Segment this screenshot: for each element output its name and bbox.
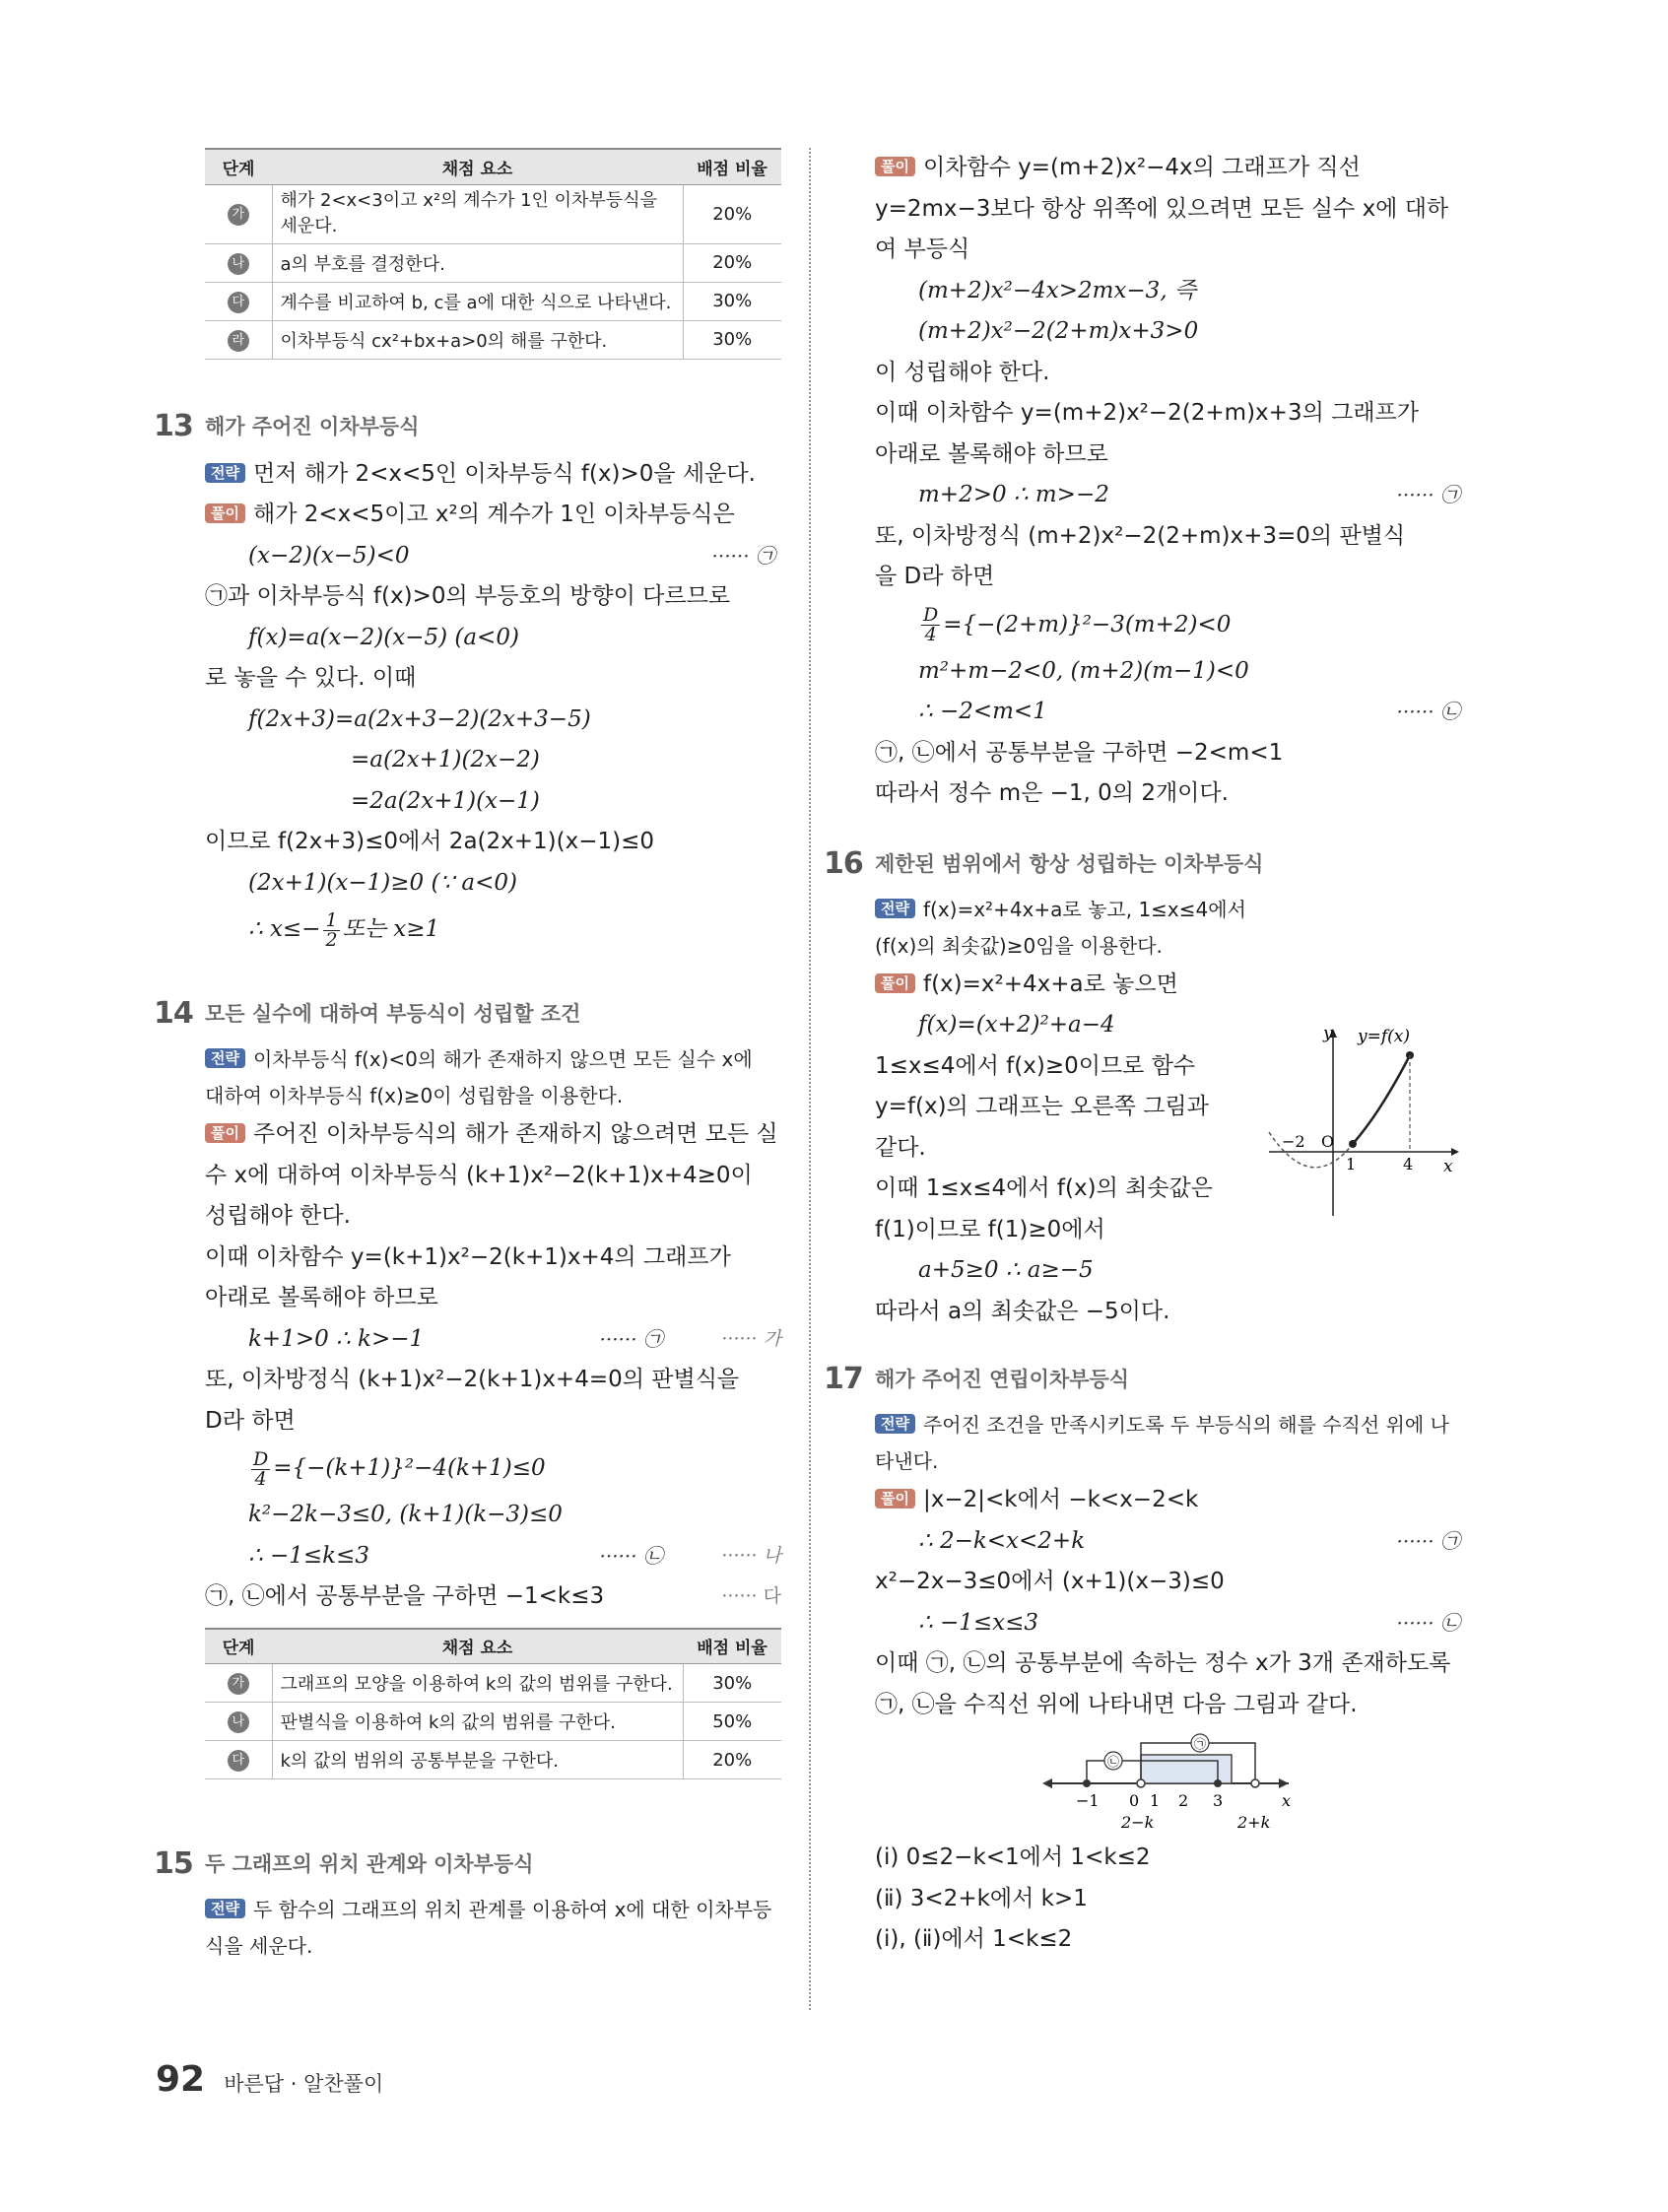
fraction [323,908,339,951]
tick-label: 0 [1129,1791,1140,1810]
table-row [205,1664,781,1703]
step-badge: 나 [228,253,249,275]
equation-mark: ······ ㉡ [1396,700,1460,723]
scoring-table-14 [205,1628,781,1780]
solution-line: y=f(x)의 그래프는 오른쪽 그림과 [875,1094,1209,1119]
section-title: 제한된 범위에서 항상 성립하는 이차부등식 [875,851,1264,876]
solution-tag: 풀이 [205,503,245,523]
equation: m²+m−2<0, (m+2)(m−1)<0 [918,657,1249,684]
solution-line: D라 하면 [205,1407,296,1434]
table-cell-item: a의 부호를 결정한다. [272,243,683,282]
numerator: D [923,604,939,626]
solution-line: 따라서 정수 m은 −1, 0의 2개이다. [875,780,1229,806]
tick-label: 1 [1150,1791,1161,1810]
table-cell-ratio: 30% [683,320,781,359]
table-header-item: 채점 요소 [272,149,683,184]
table-row [205,1741,781,1779]
tick-label: −2 [1282,1131,1305,1151]
solution-line: 이므로 f(2x+3)≤0에서 2a(2x+1)(x−1)≤0 [205,829,655,854]
solution-line [205,1114,781,1156]
equation: =a(2x+1)(2x−2) [351,747,540,772]
solution-line: 로 놓을 수 있다. 이때 [205,665,417,691]
point-2-minus-k [1137,1779,1145,1787]
solution-line [205,495,781,536]
strategy-line: (f(x)의 최솟값)≥0임을 이용한다. [875,933,1163,958]
solution-line: f(1)이므로 f(1)≥0에서 [875,1216,1105,1242]
strategy-line: 타낸다. [875,1449,939,1473]
solution-line: 아래로 볼록해야 하므로 [875,440,1108,467]
equation [205,1319,781,1361]
number-line-figure [875,1729,1466,1838]
tick-label: 3 [1213,1791,1224,1810]
tick-label: −1 [1076,1791,1100,1810]
section-title: 해가 주어진 이차부등식 [205,414,420,438]
equation-text: ∴ −2<m<1 [918,699,1047,724]
strategy-tag: 전략 [205,1899,245,1918]
step-mark: ······ 가 [721,1327,781,1350]
tick-label: 1 [1346,1154,1357,1173]
point-3 [1214,1779,1222,1787]
solution-line: 이때 이차함수 y=(m+2)x²−2(2+m)x+3의 그래프가 [875,400,1419,426]
solution-text: 주어진 이차부등식의 해가 존재하지 않으려면 모든 실 [252,1121,778,1147]
table-row [205,243,781,282]
equation-text: ={−(2+m)}²−3(m+2)<0 [943,611,1232,637]
table-cell-item: 그래프의 모양을 이용하여 k의 값의 범위를 구한다. [272,1664,683,1703]
x-label: x [1443,1156,1453,1176]
strategy-text: 이차부등식 f(x)<0의 해가 존재하지 않으면 모든 실수 x에 [252,1047,753,1071]
table-cell-ratio: 50% [683,1703,781,1741]
solution-line: (ⅰ) 0≤2−k<1에서 1<k≤2 [875,1844,1151,1870]
section-14-header [154,986,781,1041]
equation-text: m+2>0 ∴ m>−2 [918,482,1109,507]
table-row [205,282,781,320]
problem-number: 17 [824,1362,863,1396]
y-label: y [1323,1023,1333,1043]
section-title: 모든 실수에 대하여 부등식이 성립할 조건 [205,1002,581,1026]
conclusion [205,904,781,955]
strategy-line [205,1041,781,1078]
solution-line: 아래로 볼록해야 하므로 [205,1285,438,1310]
table-cell-item: 판별식을 이용하여 k의 값의 범위를 구한다. [272,1703,683,1741]
solution-line: y=2mx−3보다 항상 위쪽에 있으려면 모든 실수 x에 대하 [875,195,1449,222]
table-cell-ratio: 30% [683,1664,781,1703]
strategy-text: f(x)=x²+4x+a로 놓고, 1≤x≤4에서 [922,897,1246,921]
solution-line: 따라서 a의 최솟값은 −5이다. [875,1298,1170,1324]
solution-line: 수 x에 대하여 이차부등식 (k+1)x²−2(k+1)x+4≥0이 [205,1162,753,1188]
solution-text: |x−2|<k에서 −k<x−2<k [922,1487,1199,1512]
solution-tag: 풀이 [875,1489,915,1508]
denominator: 2 [325,928,338,951]
step-badge: 다 [228,1750,249,1772]
strategy-line: 대하여 이차부등식 f(x)≥0이 성립함을 이용한다. [205,1084,624,1107]
func-label: y=f(x) [1358,1026,1410,1046]
tick-label: 4 [1403,1154,1414,1173]
table-cell-ratio: 20% [683,1741,781,1779]
table-header-ratio: 배점 비율 [683,1629,781,1664]
equation-text: ∴ 2−k<x<2+k [918,1527,1086,1554]
solution-line: 성립해야 한다. [205,1203,351,1229]
solution-line: 이때 이차함수 y=(k+1)x²−2(k+1)x+4의 그래프가 [205,1243,731,1270]
left-arrow [1042,1778,1052,1788]
solution-text: 이차함수 y=(m+2)x²−4x의 그래프가 직선 [922,155,1361,180]
table-cell-ratio: 20% [683,184,781,243]
strategy-tag: 전략 [205,463,245,483]
point-x1 [1349,1140,1357,1148]
equation-mark: ······ ㉡ [599,1543,663,1568]
solution-line: (ⅰ), (ⅱ)에서 1<k≤2 [875,1926,1073,1952]
conclusion-text: 또는 x≥1 [342,916,440,942]
table-cell-ratio: 20% [683,243,781,282]
strategy-text: 주어진 조건을 만족시키도록 두 부등식의 해를 수직선 위에 나 [922,1413,1449,1437]
x-axis-arrow [1451,1148,1459,1156]
left-column [154,148,781,1965]
section-16-header [824,837,1466,892]
strategy-line [875,1407,1466,1443]
equation: f(x)=a(x−2)(x−5) (a<0) [248,624,519,650]
strategy-text: 두 함수의 그래프의 위치 관계를 이용하여 x에 대한 이차부등 [252,1898,772,1921]
equation: (2x+1)(x−1)≥0 (∵ a<0) [248,869,518,896]
parabola-solid [1353,1055,1410,1144]
solution-line [875,148,1466,189]
table-cell-ratio: 30% [683,282,781,320]
section-17-header [824,1352,1466,1407]
equation [875,1603,1466,1644]
step-badge: 다 [228,292,249,313]
equation: (m+2)x²−4x>2mx−3, 즉 [918,277,1197,303]
step-badge: 가 [228,204,249,226]
step-mark: ······ 다 [721,1585,781,1607]
step-badge: 라 [228,330,249,352]
table-cell-item: 계수를 비교하여 b, c를 a에 대한 식으로 나타낸다. [272,282,683,320]
tick-label: 2 [1178,1791,1189,1810]
equation [875,598,1466,651]
solution-tag: 풀이 [875,973,915,993]
solution-line: 이 성립해야 한다. [875,359,1050,385]
solution-text: f(x)=x²+4x+a로 놓으면 [922,971,1178,997]
circle-label-a: ㉠ [1194,1737,1207,1751]
problem-number: 14 [154,996,193,1031]
column-divider [809,148,811,2010]
solution-line: 여 부등식 [875,236,970,262]
solution-line: 이때 ㉠, ㉡의 공통부분에 속하는 정수 x가 3개 존재하도록 [875,1650,1451,1676]
fraction [251,1447,270,1490]
scoring-table-12 [205,148,781,360]
conclusion-text: ∴ x≤− [248,916,321,942]
step-mark: ······ 나 [721,1544,781,1567]
point-2-plus-k [1251,1779,1259,1787]
solution-line: 같다. [875,1134,926,1161]
strategy-tag: 전략 [875,899,915,918]
equation: a+5≥0 ∴ a≥−5 [918,1257,1094,1283]
solution-text: 해가 2<x<5이고 x²의 계수가 1인 이차부등식은 [252,502,735,527]
equation: (x−2)(x−5)<0 [248,542,410,569]
denominator: 4 [254,1467,267,1490]
equation [875,475,1466,516]
solution-line: 을 D라 하면 [875,564,995,589]
section-13-header [154,399,781,454]
problem-number: 13 [154,408,193,443]
solution-line: (ⅱ) 3<2+k에서 k>1 [875,1885,1088,1911]
below-label: 2−k [1121,1813,1155,1832]
equation: f(2x+3)=a(2x+3−2)(2x+3−5) [248,705,591,732]
equation-mark: ······ ㉡ [1396,1610,1460,1635]
equation-mark: ······ ㉠ [599,1326,663,1351]
fraction [921,606,940,644]
solution-line [875,1480,1466,1521]
parabola-graph [1264,1024,1461,1221]
solution-line [875,965,1466,1006]
circle-label-b: ㉡ [1107,1755,1120,1769]
table-header-step: 단계 [205,149,272,184]
solution-line: ㉠과 이차부등식 f(x)>0의 부등호의 방향이 다르므로 [205,583,731,609]
equation-mark: ······ ㉠ [1396,483,1460,506]
table-cell-item: 이차부등식 cx²+bx+a>0의 해를 구한다. [272,320,683,359]
table-header-ratio: 배점 비율 [683,149,781,184]
equation-text: ={−(k+1)}²−4(k+1)≤0 [273,1455,546,1481]
solution-line: ㉠, ㉡을 수직선 위에 나타내면 다음 그림과 같다. [875,1691,1358,1717]
denominator: 4 [924,624,937,645]
step-badge: 나 [228,1711,249,1733]
equation-text: ∴ −1≤x≤3 [918,1609,1038,1636]
equation: (m+2)x²−2(2+m)x+3>0 [918,318,1199,344]
right-column [824,148,1466,1961]
step-badge: 가 [228,1673,249,1695]
equation: f(x)=(x+2)²+a−4 [918,1012,1115,1038]
below-label: 2+k [1237,1813,1271,1832]
strategy-tag: 전략 [875,1414,915,1434]
solution-line: 이때 1≤x≤4에서 f(x)의 최솟값은 [875,1175,1213,1201]
x-label: x [1282,1791,1292,1810]
strategy-text: 먼저 해가 2<x<5인 이차부등식 f(x)>0을 세운다. [252,460,756,487]
table-row [205,184,781,243]
table-row [205,320,781,359]
problem-number: 15 [154,1846,193,1881]
table-header-step: 단계 [205,1629,272,1664]
solution-line: ㉠, ㉡에서 공통부분을 구하면 −2<m<1 [875,739,1284,766]
strategy-line: 식을 세운다. [205,1934,313,1958]
section-15-header [154,1837,781,1892]
equation-mark: ······ ㉠ [1396,1528,1460,1553]
strategy-line [205,454,781,496]
page-number: 92 [156,2059,206,2100]
strategy-tag: 전략 [205,1048,245,1068]
section-title: 두 그래프의 위치 관계와 이차부등식 [205,1852,534,1876]
equation-mark: ······ ㉠ [711,543,775,568]
origin-label: O [1321,1131,1335,1151]
strategy-line [205,1892,781,1928]
solution-line: 또, 이차방정식 (k+1)x²−2(k+1)x+4=0의 판별식을 [205,1367,740,1392]
table-cell-item: k의 값의 범위의 공통부분을 구한다. [272,1741,683,1779]
equation [205,1441,781,1495]
solution-line [205,536,781,577]
equation-text: k+1>0 ∴ k>−1 [248,1325,425,1352]
equation [205,1536,781,1577]
numerator: D [253,1447,269,1470]
numerator: 1 [325,908,338,931]
section-title: 해가 주어진 연립이차부등식 [875,1368,1130,1391]
equation: k²−2k−3≤0, (k+1)(k−3)≤0 [248,1502,563,1527]
footer-text: 바른답 · 알찬풀이 [224,2072,384,2096]
solution-text: ㉠, ㉡에서 공통부분을 구하면 −1<k≤3 [205,1583,605,1609]
solution-line: 1≤x≤4에서 f(x)≥0이므로 함수 [875,1052,1196,1079]
equation: =2a(2x+1)(x−1) [351,787,540,814]
table-row [205,1703,781,1741]
solution-line: 또, 이차방정식 (m+2)x²−2(2+m)x+3=0의 판별식 [875,522,1406,549]
page-footer [156,2059,383,2100]
solution-line: x²−2x−3≤0에서 (x+1)(x−3)≤0 [875,1569,1225,1594]
s16-body [875,965,1466,1333]
right-arrow [1279,1778,1289,1788]
table-header-item: 채점 요소 [272,1629,683,1664]
solution-tag: 풀이 [205,1123,245,1143]
table-cell-item: 해가 2<x<3이고 x²의 계수가 1인 이차부등식을 세운다. [272,184,683,243]
point-minus1 [1083,1779,1091,1787]
equation [875,692,1466,733]
strategy-line [875,892,1466,928]
solution-line [205,1576,781,1618]
equation [875,1521,1466,1563]
equation-text: ∴ −1≤k≤3 [248,1542,369,1569]
problem-number: 16 [824,845,863,881]
solution-tag: 풀이 [875,157,915,176]
